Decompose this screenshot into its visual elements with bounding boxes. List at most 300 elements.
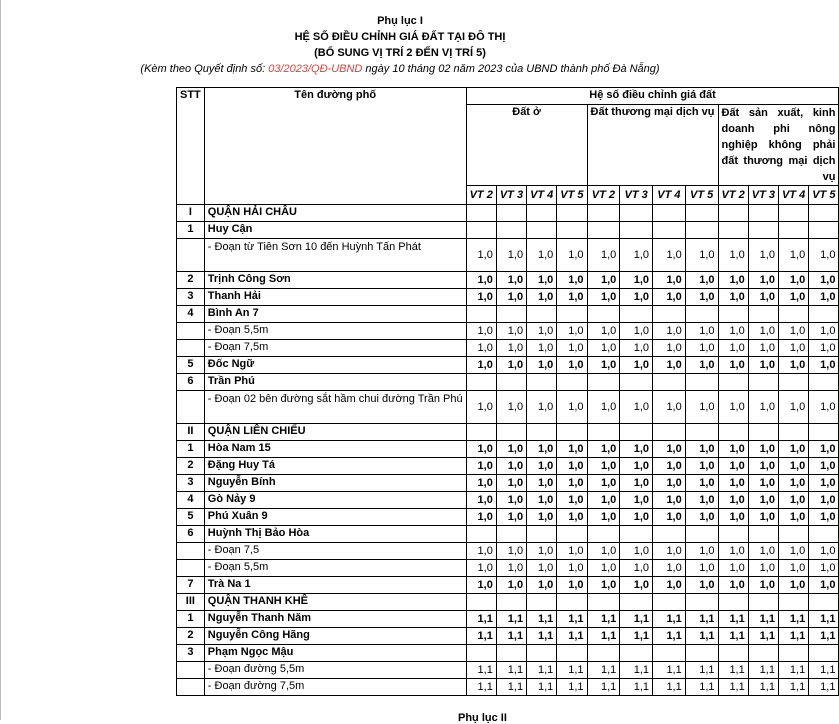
cell-coefficient xyxy=(557,205,587,222)
header-vt-4: VT 4 xyxy=(527,186,557,205)
cell-coefficient: 1,0 xyxy=(685,441,718,458)
cell-coefficient: 1,0 xyxy=(557,543,587,560)
cell-coefficient: 1,1 xyxy=(466,628,496,645)
cell-coefficient: 1,0 xyxy=(587,340,620,357)
cell-coefficient: 1,1 xyxy=(685,679,718,696)
cell-coefficient: 1,0 xyxy=(809,357,839,374)
cell-coefficient: 1,0 xyxy=(527,441,557,458)
cell-coefficient: 1,0 xyxy=(620,492,653,509)
section-row xyxy=(177,205,839,222)
cell-coefficient: 1,0 xyxy=(748,475,778,492)
cell-coefficient: 1,0 xyxy=(527,391,557,424)
appendix-label: Phụ lục I xyxy=(377,15,423,27)
cell-coefficient: 1,0 xyxy=(685,272,718,289)
header-vt-5: VT 5 xyxy=(685,186,718,205)
cell-coefficient xyxy=(496,222,526,239)
cell-coefficient: 1,0 xyxy=(748,441,778,458)
cell-coefficient: 1,1 xyxy=(527,679,557,696)
cell-coefficient xyxy=(718,526,748,543)
cell-coefficient xyxy=(685,306,718,323)
cell-coefficient: 1,0 xyxy=(778,475,808,492)
cell-coefficient: 1,0 xyxy=(718,272,748,289)
cell-coefficient xyxy=(685,526,718,543)
cell-coefficient: 1,0 xyxy=(496,357,526,374)
header-group-commercial: Đất thương mại dịch vụ xyxy=(587,105,718,186)
cell-coefficient: 1,0 xyxy=(748,543,778,560)
cell-coefficient: 1,0 xyxy=(466,272,496,289)
cell-coefficient: 1,0 xyxy=(466,577,496,594)
cell-stt xyxy=(177,391,205,424)
cell-coefficient: 1,1 xyxy=(748,679,778,696)
header-row-1 xyxy=(177,88,839,105)
cell-coefficient: 1,0 xyxy=(809,543,839,560)
cell-coefficient: 1,0 xyxy=(466,543,496,560)
cell-coefficient: 1,0 xyxy=(778,458,808,475)
cell-stt: II xyxy=(177,424,205,441)
cell-coefficient: 1,0 xyxy=(620,340,653,357)
cell-coefficient xyxy=(557,526,587,543)
cell-coefficient: 1,1 xyxy=(778,611,808,628)
cell-coefficient xyxy=(748,526,778,543)
table-row xyxy=(177,526,839,543)
cell-coefficient xyxy=(653,306,686,323)
cell-coefficient: 1,0 xyxy=(809,441,839,458)
header-group-production: Đất sản xuất, kinh doanh phi nông nghiệp không phải đất thương mại dịch vụ xyxy=(718,105,839,186)
cell-coefficient: 1,0 xyxy=(557,492,587,509)
cell-coefficient: 1,0 xyxy=(778,289,808,306)
cell-stt: 3 xyxy=(177,289,205,306)
cell-coefficient: 1,0 xyxy=(718,509,748,526)
cell-stt xyxy=(177,560,205,577)
cell-coefficient xyxy=(748,374,778,391)
cell-coefficient xyxy=(748,222,778,239)
cell-coefficient: 1,0 xyxy=(685,340,718,357)
cell-coefficient xyxy=(778,306,808,323)
cell-street-name: - Đoạn 02 bên đường sắt hầm chui đường Trần Phú xyxy=(204,391,466,424)
cell-coefficient xyxy=(466,645,496,662)
table-row xyxy=(177,306,839,323)
cell-coefficient: 1,0 xyxy=(718,239,748,272)
cell-coefficient xyxy=(748,306,778,323)
cell-coefficient xyxy=(748,424,778,441)
cell-coefficient: 1,0 xyxy=(653,475,686,492)
cell-coefficient: 1,0 xyxy=(466,560,496,577)
decision-number: 03/2023/QĐ-UBND xyxy=(268,63,363,75)
cell-coefficient xyxy=(718,424,748,441)
cell-coefficient xyxy=(587,205,620,222)
header-vt-3: VT 3 xyxy=(748,186,778,205)
cell-coefficient: 1,0 xyxy=(620,323,653,340)
cell-coefficient xyxy=(587,374,620,391)
cell-coefficient: 1,1 xyxy=(718,611,748,628)
cell-street-name: - Đoạn đường 7,5m xyxy=(204,679,466,696)
cell-coefficient: 1,0 xyxy=(587,239,620,272)
cell-coefficient: 1,1 xyxy=(653,679,686,696)
cell-coefficient: 1,0 xyxy=(587,323,620,340)
cell-coefficient xyxy=(718,205,748,222)
cell-coefficient: 1,0 xyxy=(466,475,496,492)
cell-coefficient xyxy=(748,205,778,222)
cell-coefficient: 1,0 xyxy=(748,458,778,475)
cell-coefficient: 1,0 xyxy=(466,340,496,357)
cell-coefficient: 1,0 xyxy=(620,272,653,289)
cell-coefficient: 1,0 xyxy=(587,492,620,509)
cell-coefficient: 1,1 xyxy=(496,679,526,696)
cell-coefficient: 1,0 xyxy=(557,577,587,594)
cell-coefficient xyxy=(557,594,587,611)
cell-coefficient: 1,1 xyxy=(620,611,653,628)
cell-street-name: QUẬN HẢI CHÂU xyxy=(204,205,466,222)
cell-stt xyxy=(177,323,205,340)
cell-coefficient: 1,1 xyxy=(748,662,778,679)
cell-stt: 4 xyxy=(177,306,205,323)
cell-coefficient xyxy=(685,205,718,222)
cell-coefficient xyxy=(587,306,620,323)
cell-coefficient: 1,0 xyxy=(685,543,718,560)
cell-coefficient: 1,0 xyxy=(809,458,839,475)
cell-coefficient: 1,1 xyxy=(653,662,686,679)
cell-coefficient: 1,0 xyxy=(557,441,587,458)
cell-coefficient: 1,0 xyxy=(748,323,778,340)
cell-coefficient: 1,0 xyxy=(496,289,526,306)
cell-coefficient xyxy=(685,374,718,391)
cell-coefficient: 1,1 xyxy=(587,611,620,628)
cell-coefficient: 1,1 xyxy=(620,679,653,696)
cell-coefficient xyxy=(557,306,587,323)
cell-coefficient: 1,0 xyxy=(527,543,557,560)
header-group-residential: Đất ở xyxy=(466,105,587,186)
cell-coefficient xyxy=(527,645,557,662)
table-row xyxy=(177,662,839,679)
cell-coefficient: 1,0 xyxy=(587,458,620,475)
cell-coefficient: 1,0 xyxy=(778,509,808,526)
cell-coefficient: 1,0 xyxy=(718,492,748,509)
cell-street-name: - Đoạn đường 5,5m xyxy=(204,662,466,679)
cell-coefficient xyxy=(527,205,557,222)
header-vt-4: VT 4 xyxy=(653,186,686,205)
cell-coefficient: 1,0 xyxy=(809,492,839,509)
cell-coefficient xyxy=(466,526,496,543)
table-row xyxy=(177,458,839,475)
cell-coefficient xyxy=(466,374,496,391)
cell-street-name: QUẬN LIÊN CHIỂU xyxy=(204,424,466,441)
cell-coefficient: 1,0 xyxy=(587,560,620,577)
cell-stt: 7 xyxy=(177,577,205,594)
cell-stt: I xyxy=(177,205,205,222)
cell-coefficient: 1,0 xyxy=(587,441,620,458)
cell-coefficient: 1,0 xyxy=(466,492,496,509)
cell-coefficient: 1,0 xyxy=(748,492,778,509)
cell-coefficient xyxy=(620,424,653,441)
cell-coefficient xyxy=(718,594,748,611)
cell-street-name: Hòa Nam 15 xyxy=(204,441,466,458)
cell-coefficient: 1,0 xyxy=(557,323,587,340)
cell-coefficient: 1,0 xyxy=(527,577,557,594)
cell-coefficient: 1,0 xyxy=(748,289,778,306)
cell-coefficient: 1,0 xyxy=(809,577,839,594)
table-row xyxy=(177,357,839,374)
cell-coefficient: 1,0 xyxy=(653,492,686,509)
cell-coefficient xyxy=(685,222,718,239)
cell-coefficient: 1,1 xyxy=(809,679,839,696)
cell-coefficient: 1,0 xyxy=(685,577,718,594)
document-title: HỆ SỐ ĐIỀU CHỈNH GIÁ ĐẤT TẠI ĐÔ THỊ xyxy=(294,31,506,43)
cell-coefficient: 1,1 xyxy=(557,628,587,645)
header-vt-5: VT 5 xyxy=(557,186,587,205)
cell-stt xyxy=(177,543,205,560)
cell-coefficient xyxy=(496,205,526,222)
cell-coefficient: 1,0 xyxy=(685,458,718,475)
cell-coefficient: 1,0 xyxy=(496,543,526,560)
cell-street-name: Thanh Hải xyxy=(204,289,466,306)
cell-coefficient: 1,1 xyxy=(653,611,686,628)
cell-coefficient: 1,0 xyxy=(778,543,808,560)
cell-coefficient: 1,0 xyxy=(653,289,686,306)
cell-street-name: Nguyễn Thanh Năm xyxy=(204,611,466,628)
cell-coefficient xyxy=(653,374,686,391)
cell-coefficient: 1,0 xyxy=(587,272,620,289)
cell-coefficient: 1,0 xyxy=(496,492,526,509)
cell-coefficient xyxy=(653,205,686,222)
cell-coefficient: 1,0 xyxy=(557,391,587,424)
cell-coefficient: 1,0 xyxy=(653,577,686,594)
cell-coefficient xyxy=(557,645,587,662)
cell-coefficient: 1,0 xyxy=(527,475,557,492)
cell-street-name: - Đoạn 5,5m xyxy=(204,560,466,577)
cell-coefficient xyxy=(718,374,748,391)
cell-coefficient xyxy=(718,645,748,662)
cell-coefficient: 1,0 xyxy=(620,289,653,306)
cell-coefficient: 1,1 xyxy=(685,611,718,628)
cell-stt xyxy=(177,679,205,696)
cell-coefficient: 1,0 xyxy=(653,357,686,374)
document-subtitle: (BỔ SUNG VỊ TRÍ 2 ĐẾN VỊ TRÍ 5) xyxy=(314,47,486,59)
section-row xyxy=(177,594,839,611)
cell-coefficient: 1,1 xyxy=(620,628,653,645)
cell-street-name: Huy Cận xyxy=(204,222,466,239)
table-row xyxy=(177,272,839,289)
cell-coefficient xyxy=(527,222,557,239)
cell-coefficient xyxy=(557,374,587,391)
table-row xyxy=(177,441,839,458)
cell-coefficient: 1,0 xyxy=(748,340,778,357)
cell-coefficient xyxy=(748,645,778,662)
cell-coefficient: 1,0 xyxy=(620,543,653,560)
cell-coefficient: 1,0 xyxy=(653,323,686,340)
cell-street-name: - Đoạn từ Tiên Sơn 10 đến Huỳnh Tấn Phát xyxy=(204,239,466,272)
cell-stt: 3 xyxy=(177,645,205,662)
cell-stt: 1 xyxy=(177,611,205,628)
cell-coefficient: 1,0 xyxy=(653,543,686,560)
cell-coefficient: 1,1 xyxy=(653,628,686,645)
cell-coefficient: 1,1 xyxy=(466,662,496,679)
cell-coefficient: 1,0 xyxy=(496,577,526,594)
cell-coefficient: 1,1 xyxy=(587,662,620,679)
cell-coefficient xyxy=(466,222,496,239)
table-row xyxy=(177,543,839,560)
table-row xyxy=(177,391,839,424)
cell-coefficient xyxy=(496,374,526,391)
cell-coefficient: 1,1 xyxy=(557,611,587,628)
cell-coefficient: 1,0 xyxy=(527,340,557,357)
cell-stt: 1 xyxy=(177,222,205,239)
note-prefix: (Kèm theo Quyết định số: xyxy=(140,63,269,75)
cell-coefficient xyxy=(809,526,839,543)
cell-coefficient: 1,0 xyxy=(496,340,526,357)
cell-coefficient xyxy=(685,594,718,611)
cell-street-name: Gò Nảy 9 xyxy=(204,492,466,509)
cell-stt: III xyxy=(177,594,205,611)
table-row xyxy=(177,475,839,492)
header-vt-2: VT 2 xyxy=(466,186,496,205)
header-stt: STT xyxy=(177,88,205,205)
cell-coefficient xyxy=(620,645,653,662)
cell-coefficient: 1,1 xyxy=(557,679,587,696)
cell-coefficient: 1,0 xyxy=(527,357,557,374)
table-row xyxy=(177,492,839,509)
cell-coefficient: 1,0 xyxy=(653,560,686,577)
cell-coefficient: 1,0 xyxy=(653,239,686,272)
cell-coefficient: 1,0 xyxy=(778,391,808,424)
cell-coefficient xyxy=(587,526,620,543)
cell-coefficient: 1,0 xyxy=(809,272,839,289)
cell-coefficient: 1,1 xyxy=(496,628,526,645)
cell-coefficient: 1,0 xyxy=(748,239,778,272)
cell-coefficient: 1,0 xyxy=(496,239,526,272)
cell-coefficient: 1,0 xyxy=(587,509,620,526)
cell-coefficient xyxy=(466,205,496,222)
cell-coefficient: 1,0 xyxy=(748,357,778,374)
cell-coefficient: 1,0 xyxy=(809,509,839,526)
note-suffix: ngày 10 tháng 02 năm 2023 của UBND thành phố Đà Nẵng) xyxy=(362,63,660,75)
header-vt-5: VT 5 xyxy=(809,186,839,205)
cell-coefficient: 1,1 xyxy=(685,662,718,679)
cell-coefficient: 1,0 xyxy=(620,577,653,594)
cell-coefficient: 1,1 xyxy=(718,628,748,645)
cell-coefficient xyxy=(620,526,653,543)
cell-coefficient xyxy=(778,645,808,662)
cell-coefficient xyxy=(527,424,557,441)
cell-coefficient: 1,1 xyxy=(809,628,839,645)
cell-coefficient: 1,0 xyxy=(685,509,718,526)
cell-coefficient: 1,0 xyxy=(809,340,839,357)
cell-coefficient xyxy=(587,645,620,662)
cell-stt: 6 xyxy=(177,374,205,391)
cell-coefficient: 1,0 xyxy=(653,391,686,424)
cell-coefficient: 1,0 xyxy=(748,509,778,526)
cell-coefficient: 1,0 xyxy=(557,340,587,357)
cell-coefficient: 1,0 xyxy=(527,492,557,509)
cell-coefficient xyxy=(620,306,653,323)
cell-coefficient xyxy=(466,424,496,441)
cell-coefficient: 1,0 xyxy=(778,340,808,357)
cell-coefficient xyxy=(587,222,620,239)
cell-street-name: Đốc Ngữ xyxy=(204,357,466,374)
header-vt-3: VT 3 xyxy=(496,186,526,205)
cell-coefficient: 1,1 xyxy=(748,611,778,628)
cell-coefficient: 1,0 xyxy=(466,509,496,526)
cell-coefficient: 1,0 xyxy=(620,357,653,374)
cell-coefficient: 1,0 xyxy=(466,441,496,458)
cell-street-name: Trần Phú xyxy=(204,374,466,391)
cell-street-name: - Đoạn 7,5m xyxy=(204,340,466,357)
cell-coefficient xyxy=(778,222,808,239)
cell-coefficient xyxy=(527,374,557,391)
cell-coefficient: 1,0 xyxy=(748,272,778,289)
cell-stt: 6 xyxy=(177,526,205,543)
cell-coefficient: 1,0 xyxy=(466,323,496,340)
cell-coefficient xyxy=(809,645,839,662)
cell-coefficient: 1,0 xyxy=(557,357,587,374)
cell-stt xyxy=(177,662,205,679)
cell-stt xyxy=(177,340,205,357)
cell-coefficient xyxy=(496,306,526,323)
cell-coefficient: 1,0 xyxy=(685,560,718,577)
cell-coefficient: 1,0 xyxy=(527,289,557,306)
cell-coefficient: 1,0 xyxy=(620,475,653,492)
cell-coefficient: 1,0 xyxy=(557,475,587,492)
cell-street-name: Trịnh Công Sơn xyxy=(204,272,466,289)
cell-coefficient xyxy=(653,222,686,239)
cell-coefficient xyxy=(496,594,526,611)
cell-coefficient: 1,0 xyxy=(809,391,839,424)
cell-coefficient: 1,0 xyxy=(620,509,653,526)
cell-coefficient: 1,1 xyxy=(527,628,557,645)
table-row xyxy=(177,374,839,391)
cell-coefficient: 1,0 xyxy=(587,289,620,306)
cell-coefficient: 1,0 xyxy=(587,543,620,560)
cell-coefficient: 1,0 xyxy=(809,289,839,306)
cell-coefficient: 1,0 xyxy=(718,357,748,374)
cell-coefficient xyxy=(778,526,808,543)
cell-coefficient: 1,1 xyxy=(778,679,808,696)
table-row xyxy=(177,222,839,239)
cell-coefficient: 1,0 xyxy=(496,458,526,475)
cell-coefficient: 1,1 xyxy=(466,679,496,696)
cell-coefficient: 1,1 xyxy=(557,662,587,679)
cell-coefficient: 1,1 xyxy=(718,662,748,679)
cell-coefficient: 1,0 xyxy=(718,391,748,424)
cell-stt xyxy=(177,239,205,272)
cell-street-name: Huỳnh Thị Bảo Hòa xyxy=(204,526,466,543)
table-row xyxy=(177,611,839,628)
table-row xyxy=(177,340,839,357)
cell-coefficient: 1,0 xyxy=(685,475,718,492)
cell-coefficient: 1,0 xyxy=(653,340,686,357)
cell-stt: 3 xyxy=(177,475,205,492)
cell-coefficient: 1,0 xyxy=(778,577,808,594)
cell-coefficient: 1,1 xyxy=(496,662,526,679)
cell-coefficient xyxy=(685,424,718,441)
cell-coefficient: 1,1 xyxy=(620,662,653,679)
cell-coefficient xyxy=(557,424,587,441)
cell-coefficient: 1,0 xyxy=(496,441,526,458)
cell-coefficient: 1,0 xyxy=(496,560,526,577)
cell-coefficient xyxy=(653,594,686,611)
cell-stt: 2 xyxy=(177,458,205,475)
cell-coefficient: 1,0 xyxy=(466,239,496,272)
cell-coefficient: 1,0 xyxy=(718,475,748,492)
cell-coefficient: 1,1 xyxy=(685,628,718,645)
cell-coefficient xyxy=(718,222,748,239)
cell-coefficient: 1,0 xyxy=(778,441,808,458)
cell-coefficient: 1,0 xyxy=(527,458,557,475)
cell-coefficient: 1,0 xyxy=(685,492,718,509)
cell-coefficient: 1,0 xyxy=(620,560,653,577)
cell-coefficient: 1,0 xyxy=(685,323,718,340)
table-row xyxy=(177,289,839,306)
cell-coefficient: 1,1 xyxy=(496,611,526,628)
